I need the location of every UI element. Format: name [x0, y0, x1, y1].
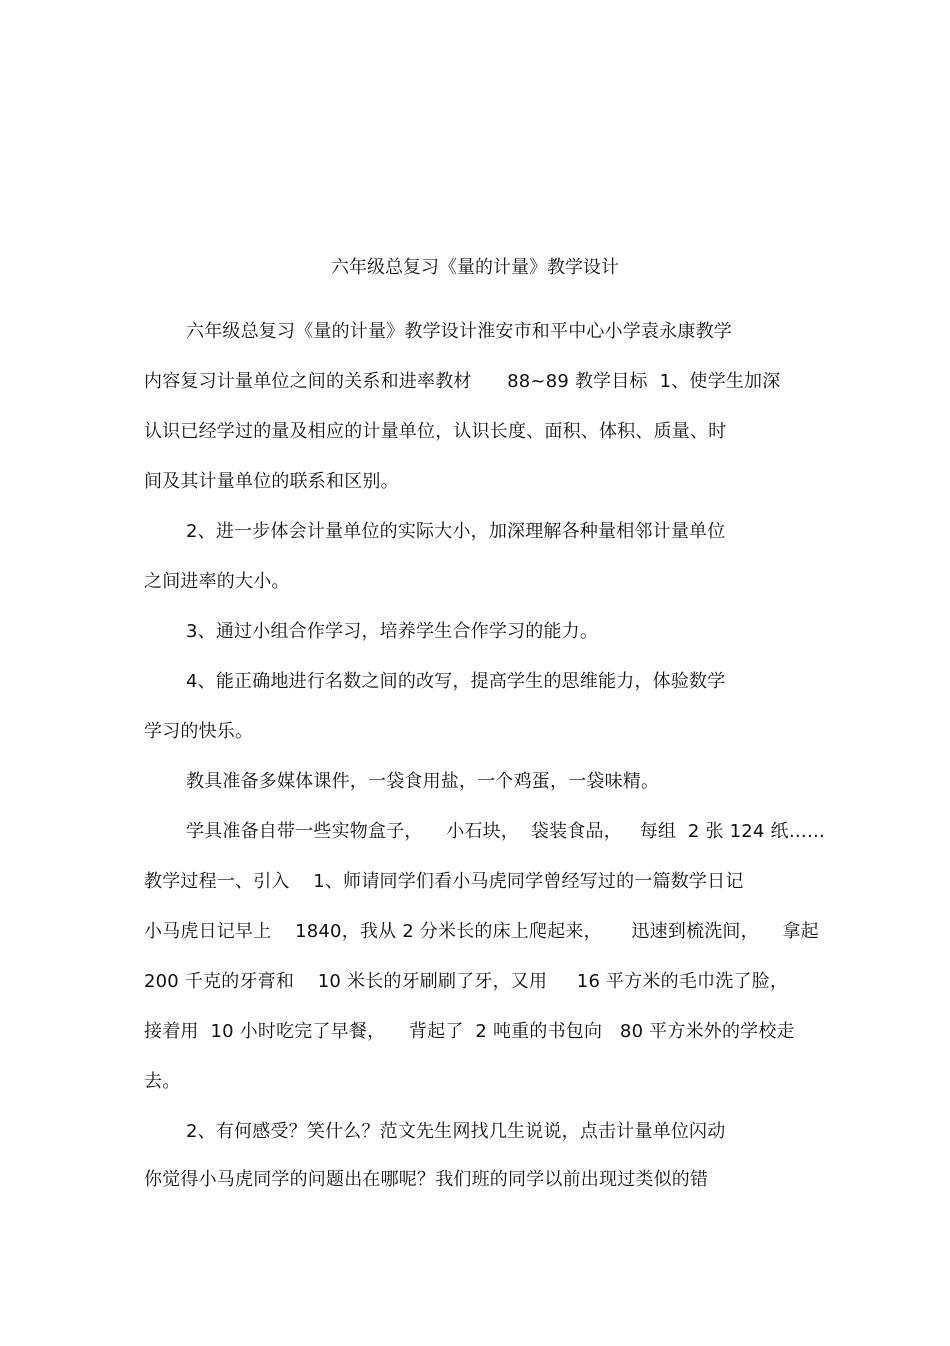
paragraph-line: 六年级总复习《量的计量》教学设计淮安市和平中心小学袁永康教学	[186, 321, 732, 342]
paragraph-line: 4、能正确地进行名数之间的改写，提高学生的思维能力，体验数学	[186, 671, 726, 692]
paragraph-line: 你觉得小马虎同学的问题出在哪呢？我们班的同学以前出现过类似的错	[144, 1169, 709, 1190]
paragraph-line: 学习的快乐。	[144, 721, 254, 742]
paragraph-line: 教学过程一、引入 1、师请同学们看小马虎同学曾经写过的一篇数学日记	[144, 871, 744, 892]
paragraph-line: 学具准备自带一些实物盒子， 小石块， 袋装食品， 每组 2 张 124 纸……	[186, 821, 826, 842]
paragraph-line: 接着用 10 小时吃完了早餐， 背起了 2 吨重的书包向 80 平方米外的学校走	[144, 1021, 795, 1042]
paragraph-line: 去。	[144, 1071, 181, 1092]
paragraph-line: 2、进一步体会计量单位的实际大小，加深理解各种量相邻计量单位	[186, 521, 726, 542]
paragraph-line: 200 千克的牙膏和 10 米长的牙刷刷了牙，又用 16 平方米的毛巾洗了脸，	[144, 971, 789, 992]
paragraph-line: 2、有何感受？笑什么？范文先生网找几生说说，点击计量单位闪动	[186, 1121, 726, 1142]
paragraph-line: 3、通过小组合作学习，培养学生合作学习的能力。	[186, 621, 599, 642]
paragraph-line: 小马虎日记早上 1840，我从 2 分米长的床上爬起来， 迅速到梳洗间， 拿起	[144, 921, 819, 942]
paragraph-line: 教具准备多媒体课件，一袋食用盐，一个鸡蛋，一袋味精。	[186, 771, 660, 792]
paragraph-line: 内容复习计量单位之间的关系和进率教材 88~89 教学目标 1、使学生加深	[144, 371, 781, 392]
document-title: 六年级总复习《量的计量》教学设计	[331, 257, 619, 278]
paragraph-line: 间及其计量单位的联系和区别。	[144, 471, 399, 492]
paragraph-line: 之间进率的大小。	[144, 571, 290, 592]
paragraph-line: 认识已经学过的量及相应的计量单位，认识长度、面积、体积、质量、时	[144, 421, 727, 442]
